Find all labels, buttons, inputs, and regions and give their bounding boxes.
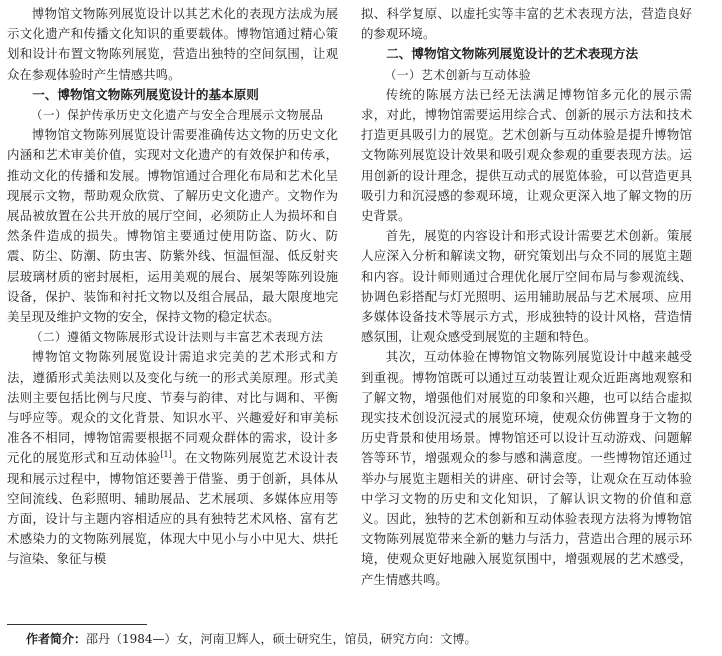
footnote-divider [7,624,147,625]
paragraph-2: 首先，展览的内容设计和形式设计需要艺术创新。策展人应深入分析和解读文物，研究策划出与众不同的展览主题和内容。设计师则通过合理优化展厅空间布局与参观流线、协调色彩搭配与灯光照明、运用辅助展品与艺术展项、应用多媒体设备技术等展示方式，形成独特的设计风格，营造情感氛围，让观众感受到展览的主题和特色。 [361,228,692,345]
citation-ref[interactable]: [1] [160,450,172,460]
continuation-paragraph: 拟、科学复原、以虚托实等丰富的艺术表现方法，营造良好的参观环境。 [361,6,692,42]
subsection-2-heading: （二）遵循文物陈展形式设计法则与丰富艺术表现方法 [30,330,324,345]
section-2-heading: 二、博物馆文物陈列展览设计的艺术表现方法 [386,46,639,62]
subsection-2-text-after-ref: 。在文物陈列展览艺术设计表现和展示过程中，博物馆还要善于借鉴、勇于创新，具体从空间流线、色彩照明、辅助展品、艺术展项、多媒体应用等方面，设计与主题内容相适应的具有独特艺术风格、富有艺术感染力的文物陈列展览，体现大中见小与小中见大、烘托与渲染、象征与模 [7,450,339,567]
subsection-2-1-heading: （一）艺术创新与互动体验 [384,67,531,82]
intro-paragraph: 博物馆文物陈列展览设计以其艺术化的表现方法成为展示文化遗产和传播文化知识的重要载体。博物馆通过精心策划和设计布置文物陈列展览，营造出独特的空间氛围，让观众在参观体验时产生情感共鸣。 [7,6,338,82]
footnote-label: 作者简介： [26,632,87,646]
subsection-2-text-before-ref: 博物馆文物陈列展览设计需追求完美的艺术形式和方法，遵循形式美法则以及变化与统一的形式美原理。形式美法则主要包括比例与尺度、节奏与韵律、对比与调和、平衡与呼应等。观众的文化背景、知识水平、兴趣爱好和审美标准各不相同，博物馆需要根据不同观众群体的需求，设计多元化的展览形式和互动体验 [7,349,338,466]
right-column [361,4,692,590]
subsection-1-heading: （一）保护传承历史文化遗产与安全合理展示文物展品 [30,108,324,123]
author-footnote [26,630,716,648]
left-column [7,4,338,570]
footnote-text: 邵丹（1984—）女，河南卫辉人，硕士研究生，馆员，研究方向：文博。 [86,632,477,646]
paragraph-3: 其次，互动体验在博物馆文物陈列展览设计中越来越受到重视。博物馆既可以通过互动装置让观众近距离地观察和了解文物，增强他们对展览的印象和兴趣，也可以结合虚拟现实技术创设沉浸式的展览环境，使观众仿佛置身于文物的历史背景和使用场景。博物馆还可以设计互动游戏、问题解答等环节，增强观众的参与感和满意度。一些博物馆还通过举办与展览主题相关的讲座、研讨会等，让观众在互动体验中学习文物的历史和文化知识，了解认识文物的价值和意义。因此，独特的艺术创新和互动体验表现方法将为博物馆文物陈列展览带来全新的魅力与活力，营造出合理的展示环境，使观众更好地融入展览氛围中，增强观展的艺术感受，产生情感共鸣。 [361,349,692,587]
subsection-1-paragraph: 博物馆文物陈列展览设计需要准确传达文物的历史文化内涵和艺术审美价值，实现对文化遗产的有效保护和传承，推动文化的传播和发展。博物馆通过合理化布局和艺术化呈现展示文物，帮助观众欣赏、了解历史文化遗产。文物作为展品被放置在公共开放的展厅空间，必须防止人为损坏和自然条件造成的损失。博物馆主要通过使用防盗、防火、防震、防尘、防潮、防虫害、防紫外线、恒温恒湿、低反射夹层玻璃材质的密封展柜，运用美观的展台、展架等陈列设施设备，保护、装饰和衬托文物以及组合展品，最大限度地完美呈现及维护文物的安全，保持文物的稳定状态。 [7,127,338,325]
subsection-2-paragraph [7,347,338,569]
section-1-heading: 一、博物馆文物陈列展览设计的基本原则 [32,86,259,102]
paragraph-1: 传统的陈展方法已经无法满足博物馆多元化的展示需求，对此，博物馆需要运用综合式、创新的展示方法和技术打造更具吸引力的展览。艺术创新与互动体验是提升博物馆文物陈列展览设计效果和吸引观众参观的重要表现方法。运用创新的设计理念，提供互动式的展览体验，可以营造更具吸引力和沉浸感的参观环境，让观众更深入地了解文物的历史背景。 [361,86,692,224]
